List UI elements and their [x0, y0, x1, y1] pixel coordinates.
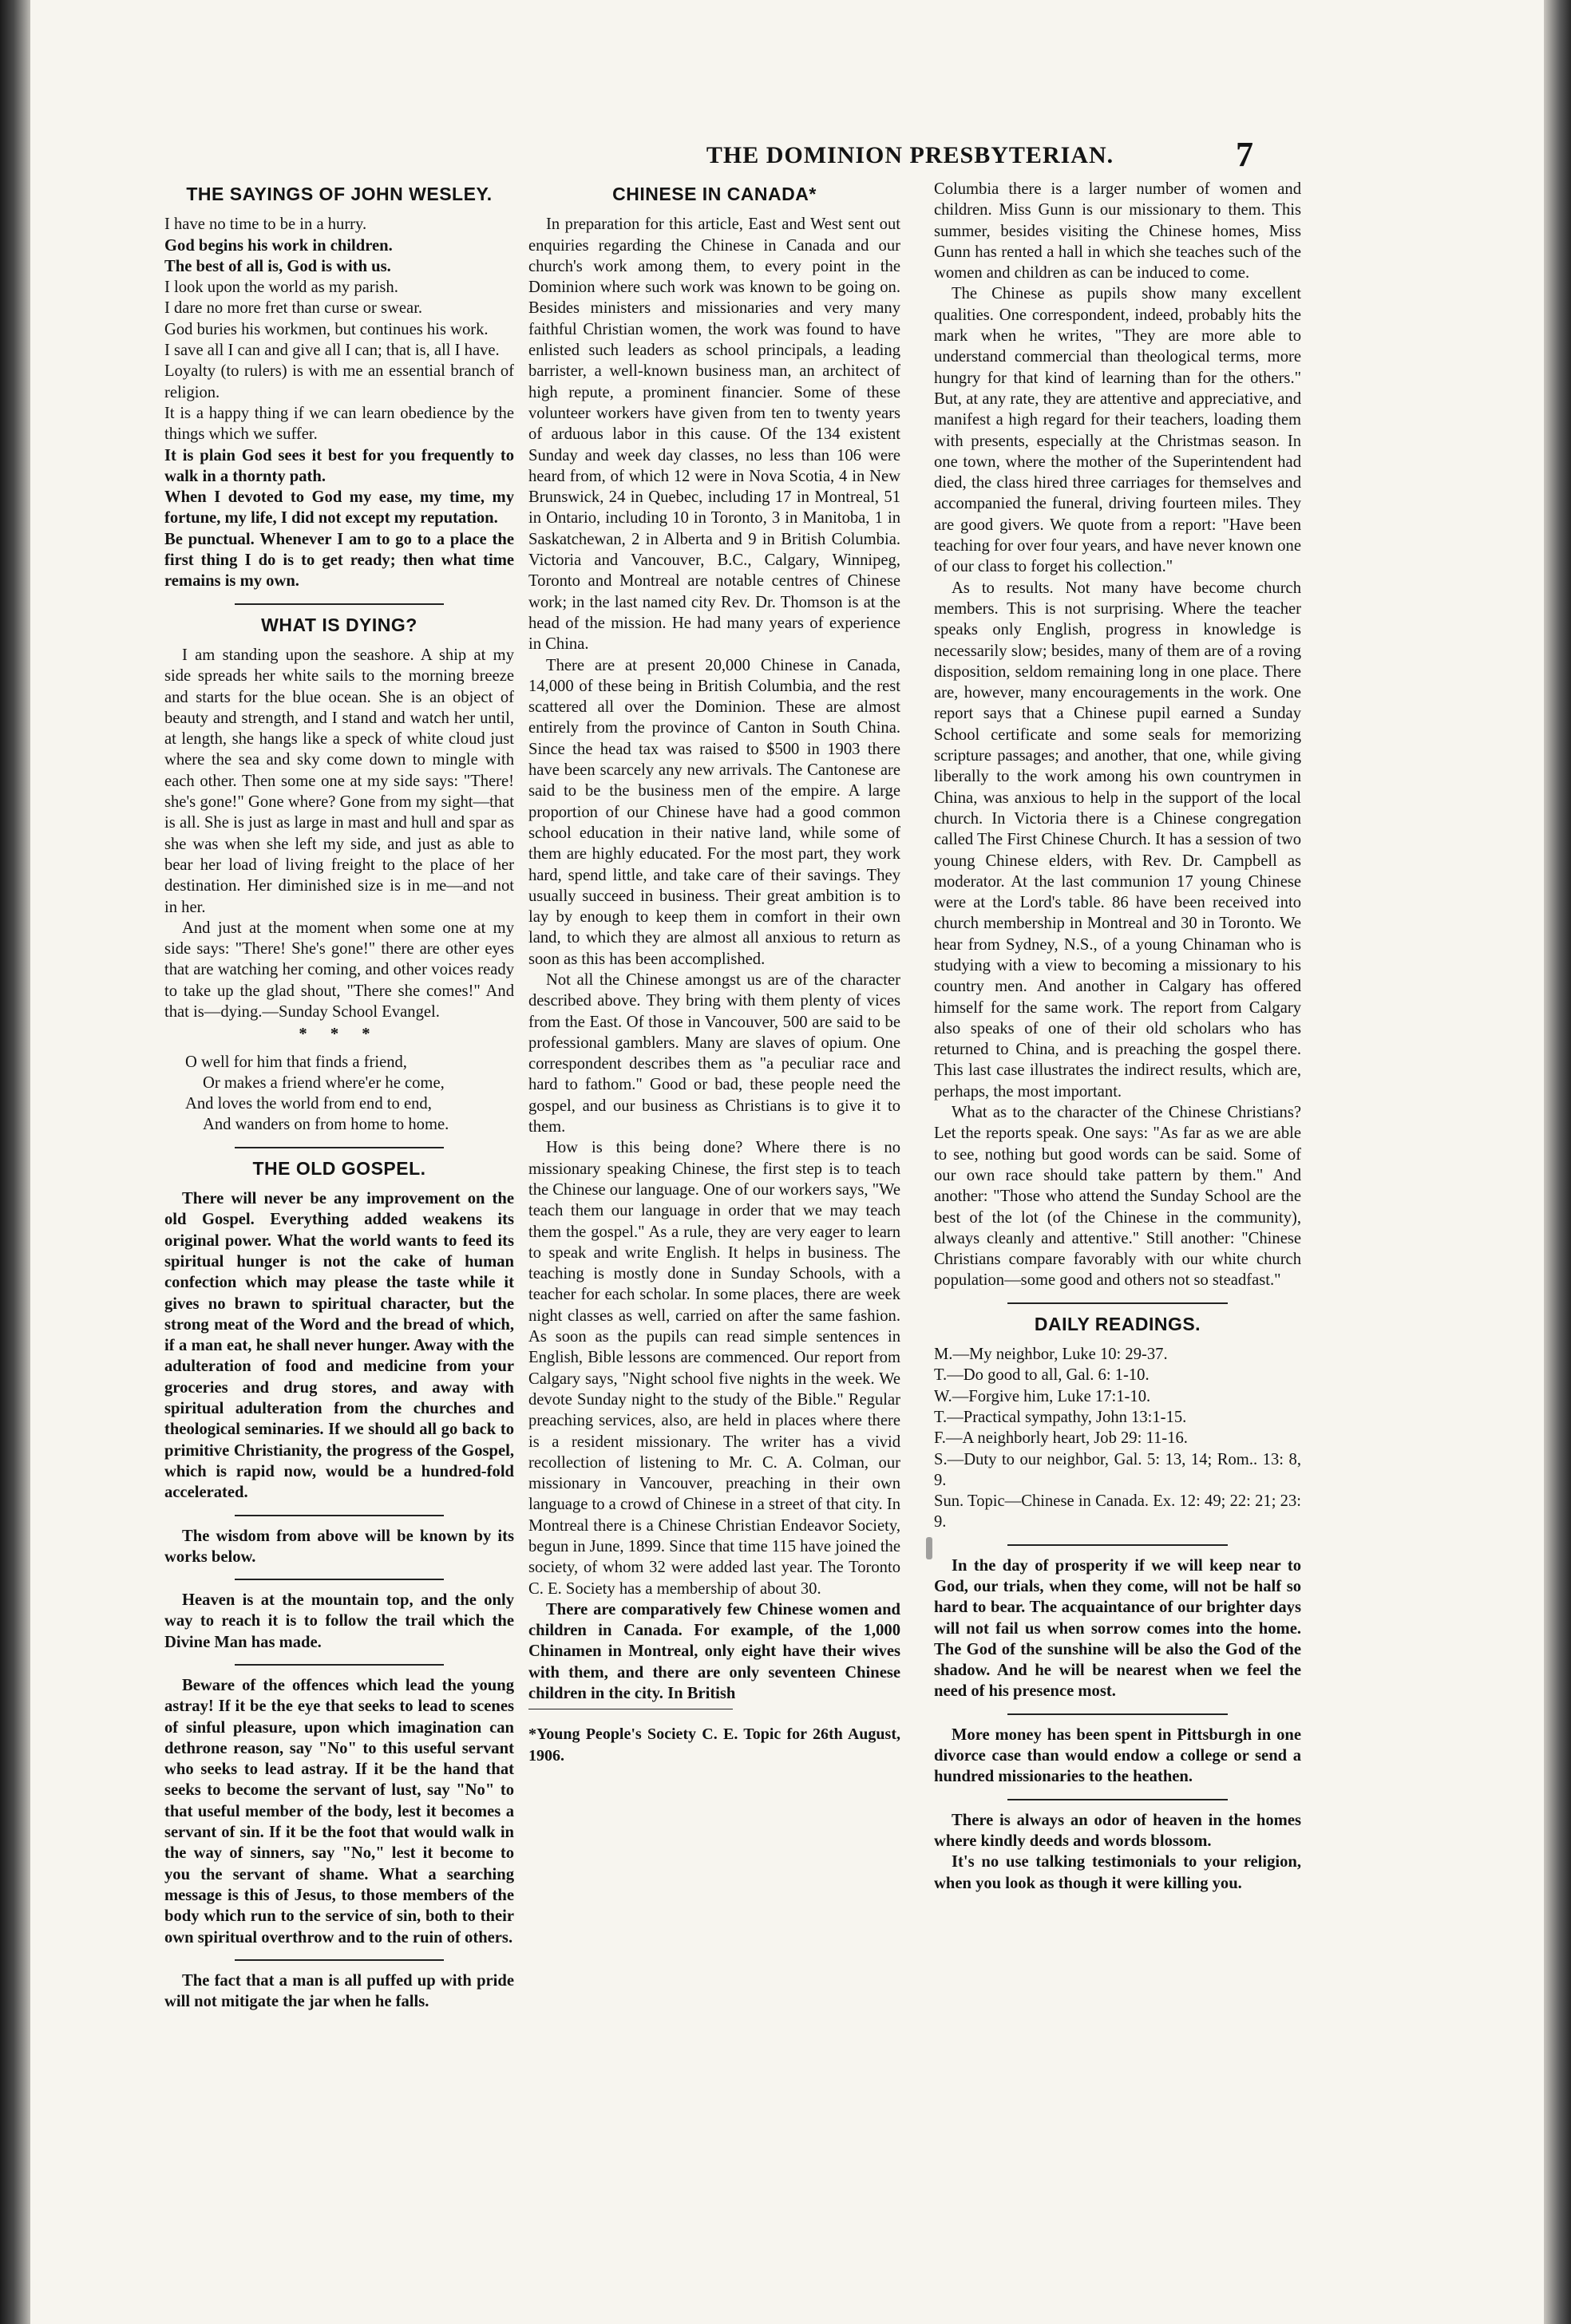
poem-line: Or makes a friend where'er he come,	[203, 1073, 445, 1092]
column-1	[164, 179, 514, 2012]
reading-item: S.—Duty to our neighbor, Gal. 5: 13, 14; Rom.. 13: 8, 9.	[934, 1450, 1301, 1489]
filler-paragraph: It's no use talking testimonials to your religion, when you look as though it were killing you.	[934, 1853, 1301, 1892]
page-number: 7	[1236, 135, 1253, 174]
print-smudge	[926, 1537, 932, 1559]
column-3	[934, 179, 1301, 1894]
page-header-title: THE DOMINION PRESBYTERIAN.	[706, 142, 1114, 168]
reading-item: Sun. Topic—Chinese in Canada. Ex. 12: 49; 22: 21; 23: 9.	[934, 1492, 1301, 1532]
wesley-line: God begins his work in children.	[164, 236, 393, 255]
chinese-heading: CHINESE IN CANADA*	[612, 184, 817, 204]
scan-edge-left	[0, 0, 30, 2324]
wesley-line: When I devoted to God my ease, my time, my fortune, my life, I did not except my reputation.	[164, 488, 514, 528]
poem-line: And loves the world from end to end,	[185, 1095, 432, 1113]
article-paragraph: There are at present 20,000 Chinese in Canada, 14,000 of these being in British Columbia, and the rest scattered all over the Dominion. These are almost entirely from the province of Canton in South China. Since the head tax was raised to $500 in 1903 there have been scarcely any new arrivals. The Cantonese are said to be the business men of the empire. A large proportion of our Chinese have had a good common school education in their native land, while some of them are highly educated. For the most part, they work hard, spend little, and take care of their savings. They usually succeed in business. Their great ambition is to lay by enough to keep them in comfort in their own land, to which they are almost all anxious to return as soon as this has been accomplished.	[528, 656, 900, 968]
section-divider	[1007, 1302, 1228, 1304]
dying-heading: WHAT IS DYING?	[261, 614, 417, 635]
filler-paragraph: In the day of prosperity if we will keep near to God, our trials, when they come, will not be half so hard to bear. The acquaintance of our brighter days will not fail us when sorrow comes into the home. The God of the sunshine will be also the God of the shadow. And he will be nearest when we feel the need of his presence most.	[934, 1556, 1301, 1701]
wesley-line: The best of all is, God is with us.	[164, 257, 391, 275]
article-paragraph: The Chinese as pupils show many excellent qualities. One correspondent, indeed, probably hits the mark when he writes, "They are more able to understand commercial than theological terms, more hungry for that kind of learning than for the others." But, at any rate, they are attentive and appreciative, and manifest a high regard for their teachers, loading them with presents, especially at the Christmas season. In one town, where the mother of the Superintendent had died, the class hired three carriages for themselves and accompanied the funeral, driving fourteen miles. They are good givers. We quote from a report: "Have been teaching for over four years, and have never known one of our class to forget his collection."	[934, 285, 1301, 576]
section-divider	[235, 1515, 445, 1516]
filler-paragraph: There is always an odor of heaven in the homes where kindly deeds and words blossom.	[934, 1811, 1301, 1850]
section-divider	[235, 1959, 445, 1961]
wesley-line: Loyalty (to rulers) is with me an essential branch of religion.	[164, 362, 514, 401]
wesley-line: I save all I can and give all I can; that is, all I have.	[164, 342, 500, 360]
article-paragraph: As to results. Not many have become church members. This is not surprising. Where the teacher speaks only English, progress in knowledge is necessarily slow; besides, many of them are of a roving disposition, seldom remaining long in one place. There are, however, many encouragements in the work. One report says that a Chinese pupil earned a Sunday School certificate and some seals for memorizing scripture passages; and another, that one, while giving liberally to the work among his own countrymen in China, was anxious to help in the support of the local church. In Victoria there is a Chinese congregation called The First Chinese Church. It has a session of two young Chinese elders, with Rev. Dr. Campbell as moderator. At the last communion 17 young Chinese were at the Lord's table. 86 have been received into church membership in Montreal and 30 in Toronto. We hear from Sydney, N.S., of a young Chinaman who is studying with a view to becoming a missionary to his country men. And another in Calgary has offered himself for the same work. The report from Calgary also speaks of one of their old scholars who has returned to China, and is preaching the gospel there. This last case illustrates the indirect results, which are, perhaps, the most important.	[934, 579, 1301, 1101]
section-divider	[1007, 1713, 1228, 1715]
wesley-line: I dare no more fret than curse or swear.	[164, 299, 423, 318]
wesley-sayings	[164, 214, 514, 591]
reading-item: M.—My neighbor, Luke 10: 29-37.	[934, 1346, 1168, 1364]
section-divider	[235, 603, 445, 605]
gospel-paragraph: There will never be any improvement on the old Gospel. Everything added weakens its original power. What the world wants to feed its spiritual hunger is not the cake of human confection which may please the taste while it gives no brawn to spiritual character, but the strong meat of the Word and the bread of which, if a man eat, he shall never hunger. Away with the adulteration of food and medicine from your groceries and drug stores, and away with spiritual adulteration from the churches and theological seminaries. If we should all go back to primitive Christianity, the progress of the Gospel, which is rapid now, would be a hundred-fold accelerated.	[164, 1190, 514, 1502]
readings-list	[934, 1344, 1301, 1533]
asterism: * * *	[299, 1026, 380, 1044]
wesley-heading: THE SAYINGS OF JOHN WESLEY.	[186, 184, 493, 204]
reading-item: W.—Forgive him, Luke 17:1-10.	[934, 1387, 1151, 1405]
dying-paragraph: And just at the moment when some one at my side says: "There! She's gone!" there are other eyes that are watching her coming, and other voices ready to take up the glad shout, "There she comes!" And that is—dying.—Sunday School Evangel.	[164, 919, 514, 1021]
gospel-paragraph: The wisdom from above will be known by its works below.	[164, 1527, 514, 1566]
poem	[185, 1052, 514, 1136]
article-paragraph: What as to the character of the Chinese Christians? Let the reports speak. One says: "As far as we are able to see, nothing but good words can be said. Some of our own race should take pattern by them." And another: "Those who attend the Sunday School are the best of the lot (of the Chinese in the community), always cleanly and attentive." Still another: "Chinese Christians compare favorably with our white church population—some good and others not so steadfast."	[934, 1104, 1301, 1290]
readings-heading: DAILY READINGS.	[1034, 1313, 1201, 1334]
wesley-line: It is a happy thing if we can learn obedience by the things which we suffer.	[164, 404, 514, 444]
gospel-paragraph: The fact that a man is all puffed up with pride will not mitigate the jar when he falls.	[164, 1971, 514, 2011]
section-divider	[235, 1664, 445, 1666]
section-divider	[1007, 1544, 1228, 1546]
column-2	[528, 179, 900, 1766]
reading-item: T.—Do good to all, Gal. 6: 1-10.	[934, 1366, 1150, 1385]
wesley-line: I look upon the world as my parish.	[164, 279, 398, 297]
poem-line: And wanders on from home to home.	[203, 1116, 449, 1134]
wesley-line: Be punctual. Whenever I am to go to a place the first thing I do is to get ready; then what time remains is my own.	[164, 530, 514, 591]
filler-paragraph: More money has been spent in Pittsburgh in one divorce case than would endow a college or send a hundred missionaries to the heathen.	[934, 1725, 1301, 1786]
footnote: *Young People's Society C. E. Topic for 26th August, 1906.	[528, 1725, 900, 1765]
article-paragraph: Not all the Chinese amongst us are of the character described above. They bring with them plenty of vices from the East. Of those in Vancouver, 500 are said to be professional gamblers. Many are slaves of opium. One correspondent describes them as "a peculiar race and hard to fathom." Good or bad, these people need the gospel, and our business as Christians is to give it to them.	[528, 970, 900, 1136]
poem-line: O well for him that finds a friend,	[185, 1053, 407, 1071]
article-paragraph: In preparation for this article, East and West sent out enquiries regarding the Chinese in Canada and our church's work among them, to every point in the Dominion where such work was known to be going on. Besides ministers and missionaries and very many faithful Christian women, the work was found to have enlisted such leaders as school principals, a leading barrister, a well-known business man, an architect of high repute, a prominent financier. Some of these volunteer workers have given from ten to twenty years of arduous labor in this cause. Of the 134 existent Sunday and week day classes, no less than 106 were heard from, of which 12 were in Nova Scotia, 4 in New Brunswick, 24 in Quebec, including 17 in Montreal, 51 in Ontario, including 10 in Toronto, 3 in Manitoba, 1 in Saskatchewan, 2 in Alberta and 9 in British Columbia. Victoria and Vancouver, B.C., Calgary, Winnipeg, Toronto and Montreal are notable centres of Chinese work; in the last named city Rev. Dr. Thomson is at the head of the mission. He had many years of experience in China.	[528, 215, 900, 654]
gospel-heading: THE OLD GOSPEL.	[252, 1157, 426, 1179]
section-divider	[235, 1147, 445, 1148]
article-paragraph: There are comparatively few Chinese women and children in Canada. For example, of the 1,000 Chinamen in Montreal, only eight have their wives with them, and there are only seventeen Chinese children in the city. In British	[528, 1600, 900, 1703]
wesley-line: I have no time to be in a hurry.	[164, 215, 367, 234]
reading-item: F.—A neighborly heart, Job 29: 11-16.	[934, 1429, 1188, 1448]
gospel-paragraph: Heaven is at the mountain top, and the only way to reach it is to follow the trail which the Divine Man has made.	[164, 1591, 514, 1651]
dying-paragraph: I am standing upon the seashore. A ship at my side spreads her white sails to the morning breeze and starts for the blue ocean. She is an object of beauty and strength, and I stand and watch her until, at length, she hangs like a speck of white cloud just where the sea and sky come down to mingle with each other. Then some one at my side says: "There! she's gone!" Gone where? Gone from my sight—that is all. She is just as large in mast and hull and spar as she was when she left my side, and just as able to bear her load of living freight to the place of her destination. Her diminished size is in me—and not in her.	[164, 646, 514, 916]
scan-edge-right	[1544, 0, 1571, 2324]
gospel-paragraph: Beware of the offences which lead the young astray! If it be the eye that seeks to lead to scenes of sinful pleasure, upon which imagination can dethrone reason, say "No" to this useful servant who seeks to lead astray. If it be the hand that seeks to become the servant of lust, say "No" to that useful member of the body, lest it becomes a servant of sin. If it be the foot that would walk in the way of sinners, say "No," lest it become to you the servant of shame. What a searching message is this of Jesus, to those members of the body which run to the service of sin, both to their own spiritual overthrow and to the ruin of others.	[164, 1677, 514, 1947]
wesley-line: God buries his workmen, but continues his work.	[164, 320, 489, 338]
section-divider	[1007, 1799, 1228, 1800]
section-divider	[235, 1579, 445, 1580]
wesley-line: It is plain God sees it best for you frequently to walk in a thornty path.	[164, 446, 514, 485]
article-paragraph: Columbia there is a larger number of women and children. Miss Gunn is our missionary to them. This summer, besides visiting the Chinese homes, Miss Gunn has rented a hall in which she teaches such of the women and children as can be induced to come.	[934, 180, 1301, 283]
article-paragraph: How is this being done? Where there is no missionary speaking Chinese, the first step is to teach the Chinese our language. One of our workers says, "We teach them our language in order that we may teach them the gospel." As a rule, they are very eager to learn to speak and write English. It helps in business. The teaching is mostly done in Sunday Schools, with a teacher for each scholar. In some places, there are week night classes as well, carried on after the same fashion. As soon as the pupils can read simple sentences in English, Bible lessons are commenced. Our report from Calgary says, "Night school five nights in the week. We devote Sunday night to the study of the Bible." Regular preaching services, also, are held in places where there is a resident missionary. The writer has a vivid recollection of listening to Mr. C. A. Colman, our missionary in Vancouver, preaching in their own language to a crowd of Chinese in a street of that city. In Montreal there is a Chinese Christian Endeavor Society, begun in June, 1899. Since that time 115 have joined the society, of whom 32 were added last year. The Toronto C. E. Society has a membership of about 30.	[528, 1139, 900, 1598]
reading-item: T.—Practical sympathy, John 13:1-15.	[934, 1408, 1187, 1426]
